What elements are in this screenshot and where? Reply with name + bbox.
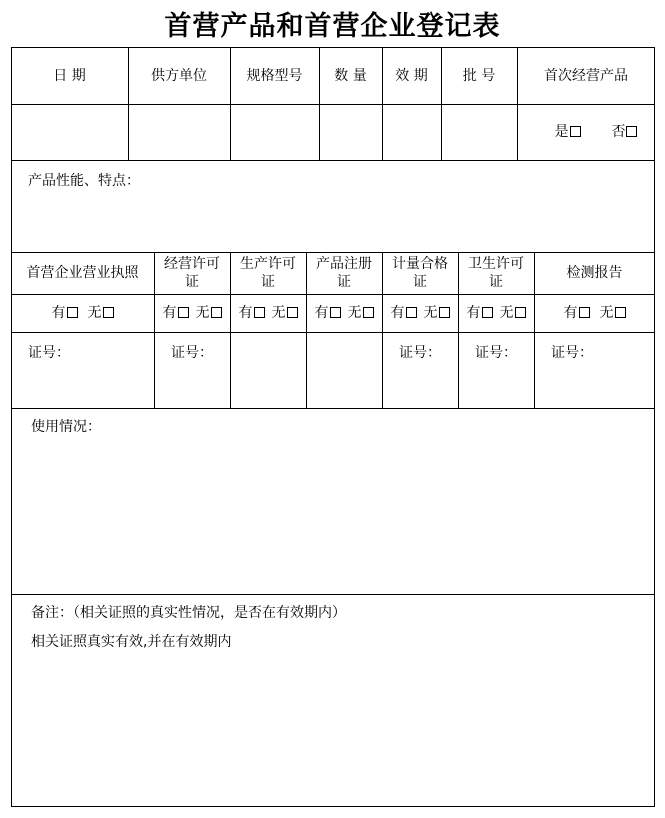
registration-cert-has-none: 有 无 (306, 294, 382, 332)
row-divider (11, 332, 655, 333)
operating-license-cert-no: 证号： (171, 345, 213, 361)
none-checkbox[interactable] (363, 307, 374, 318)
yes-option[interactable]: 是 (555, 124, 581, 140)
header-hygiene-license: 卫生许可证 (468, 256, 524, 290)
header-metrology-cert: 计量合格证 (392, 256, 448, 290)
yes-checkbox[interactable] (570, 126, 581, 137)
header-date: 日 期 (53, 67, 86, 84)
business-license-has-none: 有 无 (11, 294, 154, 332)
has-checkbox[interactable] (330, 307, 341, 318)
quantity-field[interactable] (319, 104, 382, 160)
header-quantity: 数 量 (334, 67, 367, 84)
no-checkbox[interactable] (626, 126, 637, 137)
none-checkbox[interactable] (615, 307, 626, 318)
none-checkbox[interactable] (103, 307, 114, 318)
header-batch: 批 号 (462, 67, 496, 84)
first-product-choice (517, 104, 655, 160)
test-report-cert-no: 证号： (551, 345, 593, 361)
date-field[interactable] (11, 104, 128, 160)
remarks-label: 备注：（相关证照的真实性情况，是否在有效期内） (31, 605, 346, 621)
row-divider (11, 160, 655, 161)
header-registration-cert: 产品注册证 (316, 256, 372, 290)
operating-license-has-none: 有 无 (154, 294, 230, 332)
header-production-license: 生产许可证 (240, 256, 296, 290)
has-checkbox[interactable] (178, 307, 189, 318)
business-license-cert-no: 证号： (28, 345, 70, 361)
expiry-field[interactable] (382, 104, 441, 160)
header-expiry: 效 期 (395, 67, 428, 84)
metrology-cert-has-none: 有 无 (382, 294, 458, 332)
production-license-has-none: 有 无 (230, 294, 306, 332)
hygiene-license-has-none: 有 无 (458, 294, 534, 332)
spec-field[interactable] (230, 104, 319, 160)
header-operating-license: 经营许可证 (164, 256, 220, 290)
none-checkbox[interactable] (211, 307, 222, 318)
hygiene-license-cert-no: 证号： (475, 345, 517, 361)
no-option[interactable]: 否 (611, 124, 637, 140)
test-report-has-none: 有 无 (534, 294, 655, 332)
none-checkbox[interactable] (287, 307, 298, 318)
none-checkbox[interactable] (515, 307, 526, 318)
none-checkbox[interactable] (439, 307, 450, 318)
header-supplier: 供方单位 (151, 67, 207, 84)
supplier-field[interactable] (128, 104, 230, 160)
header-test-report: 检测报告 (566, 265, 623, 281)
has-checkbox[interactable] (67, 307, 78, 318)
has-checkbox[interactable] (579, 307, 590, 318)
remarks-value: 相关证照真实有效,并在有效期内 (31, 634, 232, 650)
has-checkbox[interactable] (254, 307, 265, 318)
header-first-product: 首次经营产品 (544, 67, 628, 84)
metrology-cert-cert-no: 证号： (399, 345, 441, 361)
row-divider (11, 594, 655, 595)
row-divider (11, 408, 655, 409)
header-business-license: 首营企业营业执照 (26, 265, 139, 281)
header-spec: 规格型号 (246, 67, 303, 84)
batch-field[interactable] (441, 104, 517, 160)
usage-label: 使用情况： (31, 419, 101, 435)
has-checkbox[interactable] (406, 307, 417, 318)
form-title: 首营产品和首营企业登记表 (164, 11, 501, 42)
performance-label: 产品性能、特点： (28, 173, 140, 189)
has-checkbox[interactable] (482, 307, 493, 318)
registration-form (11, 47, 655, 807)
